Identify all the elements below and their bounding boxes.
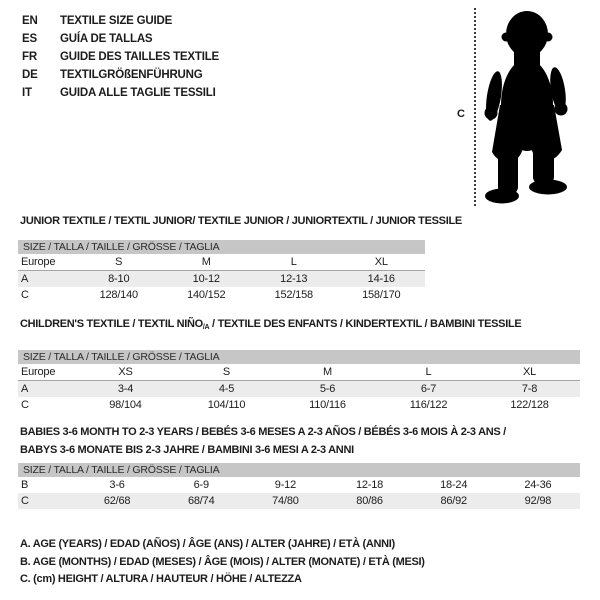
language-row-es [22,30,219,48]
legend-line-b: B. AGE (MONTHS) / EDAD (MESES) / ÂGE (MOIS) / ALTER (MONATE) / ETÀ (MESI) [20,555,425,568]
language-code: EN [22,15,38,27]
children-size-table [18,350,580,413]
row-label: C [21,289,29,301]
babies-table-title [20,423,506,459]
table-cell: 86/92 [412,493,496,509]
babies-title-line2: BABYS 3-6 MONATE BIS 2-3 JAHRE / BAMBINI 3-6 MESI A 2-3 ANNI [20,444,354,456]
table-cell: 3-6 [109,479,125,491]
language-label: GUÍA DE TALLAS [60,33,153,45]
table-cell: 92/98 [496,493,580,509]
language-row-de [22,66,219,84]
table-cell: 12-18 [355,479,384,491]
language-code: DE [22,69,38,81]
size-header-bar: SIZE / TALLA / TAILLE / GRÖSSE / TAGLIA [18,240,425,254]
table-row [18,397,580,413]
table-cell: 158/170 [362,289,401,301]
language-label: GUIDE DES TAILLES TEXTILE [60,51,219,63]
table-row [18,271,425,288]
table-cell: 9-12 [274,479,296,491]
toddler-silhouette-icon [484,10,574,205]
language-row-fr [22,48,219,66]
row-label: A [18,271,75,288]
table-cell: 152/158 [274,289,313,301]
table-cell: 3-4 [75,381,176,398]
row-label: Europe [18,254,75,271]
table-cell: 10-12 [163,271,251,288]
table-cell: S [75,254,163,271]
table-cell: 14-16 [338,271,426,288]
table-cell: 24-36 [524,479,552,491]
table-cell: XL [479,364,580,381]
table-cell: 80/86 [327,493,411,509]
table-cell: 104/110 [207,399,246,411]
babies-title-line1: BABIES 3-6 MONTH TO 2-3 YEARS / BEBÉS 3-6 MESES A 2-3 AÑOS / BÉBÉS 3-6 MOIS À 2-3 ANS / [20,426,506,438]
children-title-pre: CHILDREN'S TEXTILE / TEXTIL NIÑO [20,318,203,330]
table-cell: 7-8 [479,381,580,398]
row-label: B [21,479,29,491]
table-cell: 140/152 [187,289,226,301]
table-cell: 12-13 [250,271,338,288]
row-label: C [21,399,29,411]
table-cell: 122/128 [510,399,549,411]
table-cell: 5-6 [277,381,378,398]
table-cell: 8-10 [75,271,163,288]
table-row [18,364,580,381]
language-label: GUIDA ALLE TAGLIE TESSILI [60,87,216,99]
table-row [18,381,580,398]
table-row [18,287,425,303]
table-cell: 62/68 [75,493,159,509]
children-title-sub: /A [202,324,210,331]
language-list [22,12,219,102]
table-cell: 116/122 [409,399,448,411]
height-dotted-line [474,8,476,206]
row-label: A [18,381,75,398]
table-cell: 128/140 [99,289,138,301]
height-measure-label: C [457,108,465,120]
table-cell: XS [75,364,176,381]
table-row [18,477,580,493]
table-cell: XL [338,254,426,271]
junior-size-table [18,240,425,303]
table-row [18,254,425,271]
language-code: FR [22,51,37,63]
table-cell: 74/80 [243,493,327,509]
language-label: TEXTILGRÖßENFÜHRUNG [60,69,203,81]
table-cell: M [163,254,251,271]
language-label: TEXTILE SIZE GUIDE [60,15,173,27]
size-header-bar: SIZE / TALLA / TAILLE / GRÖSSE / TAGLIA [18,350,580,364]
children-table-title [20,318,521,331]
table-cell: 98/104 [109,399,142,411]
measure-legend [20,536,425,589]
table-cell: 18-24 [440,479,468,491]
table-cell: 6-7 [378,381,479,398]
legend-line-c: C. (cm) HEIGHT / ALTURA / HAUTEUR / HÖHE / ALTEZZA [20,573,302,585]
table-cell: M [277,364,378,381]
table-cell: 6-9 [193,479,209,491]
table-cell: S [176,364,277,381]
language-row-it [22,84,219,102]
language-code: IT [22,87,32,99]
table-cell: 110/116 [309,399,346,411]
children-title-post: / TEXTILE DES ENFANTS / KINDERTEXTIL / BAMBINI TESSILE [209,318,522,330]
row-label: C [18,493,75,509]
table-cell: L [378,364,479,381]
table-cell: 4-5 [176,381,277,398]
table-cell: L [250,254,338,271]
table-row [18,493,580,509]
row-label: Europe [18,364,75,381]
babies-size-table [18,463,580,509]
legend-line-a: A. AGE (YEARS) / EDAD (AÑOS) / ÂGE (ANS) / ALTER (JAHRE) / ETÀ (ANNI) [20,538,395,550]
language-code: ES [22,33,37,45]
junior-table-title: JUNIOR TEXTILE / TEXTIL JUNIOR/ TEXTILE JUNIOR / JUNIORTEXTIL / JUNIOR TESSILE [20,215,462,227]
table-cell: 68/74 [159,493,243,509]
size-header-bar: SIZE / TALLA / TAILLE / GRÖSSE / TAGLIA [18,463,580,477]
language-row-en [22,12,219,30]
